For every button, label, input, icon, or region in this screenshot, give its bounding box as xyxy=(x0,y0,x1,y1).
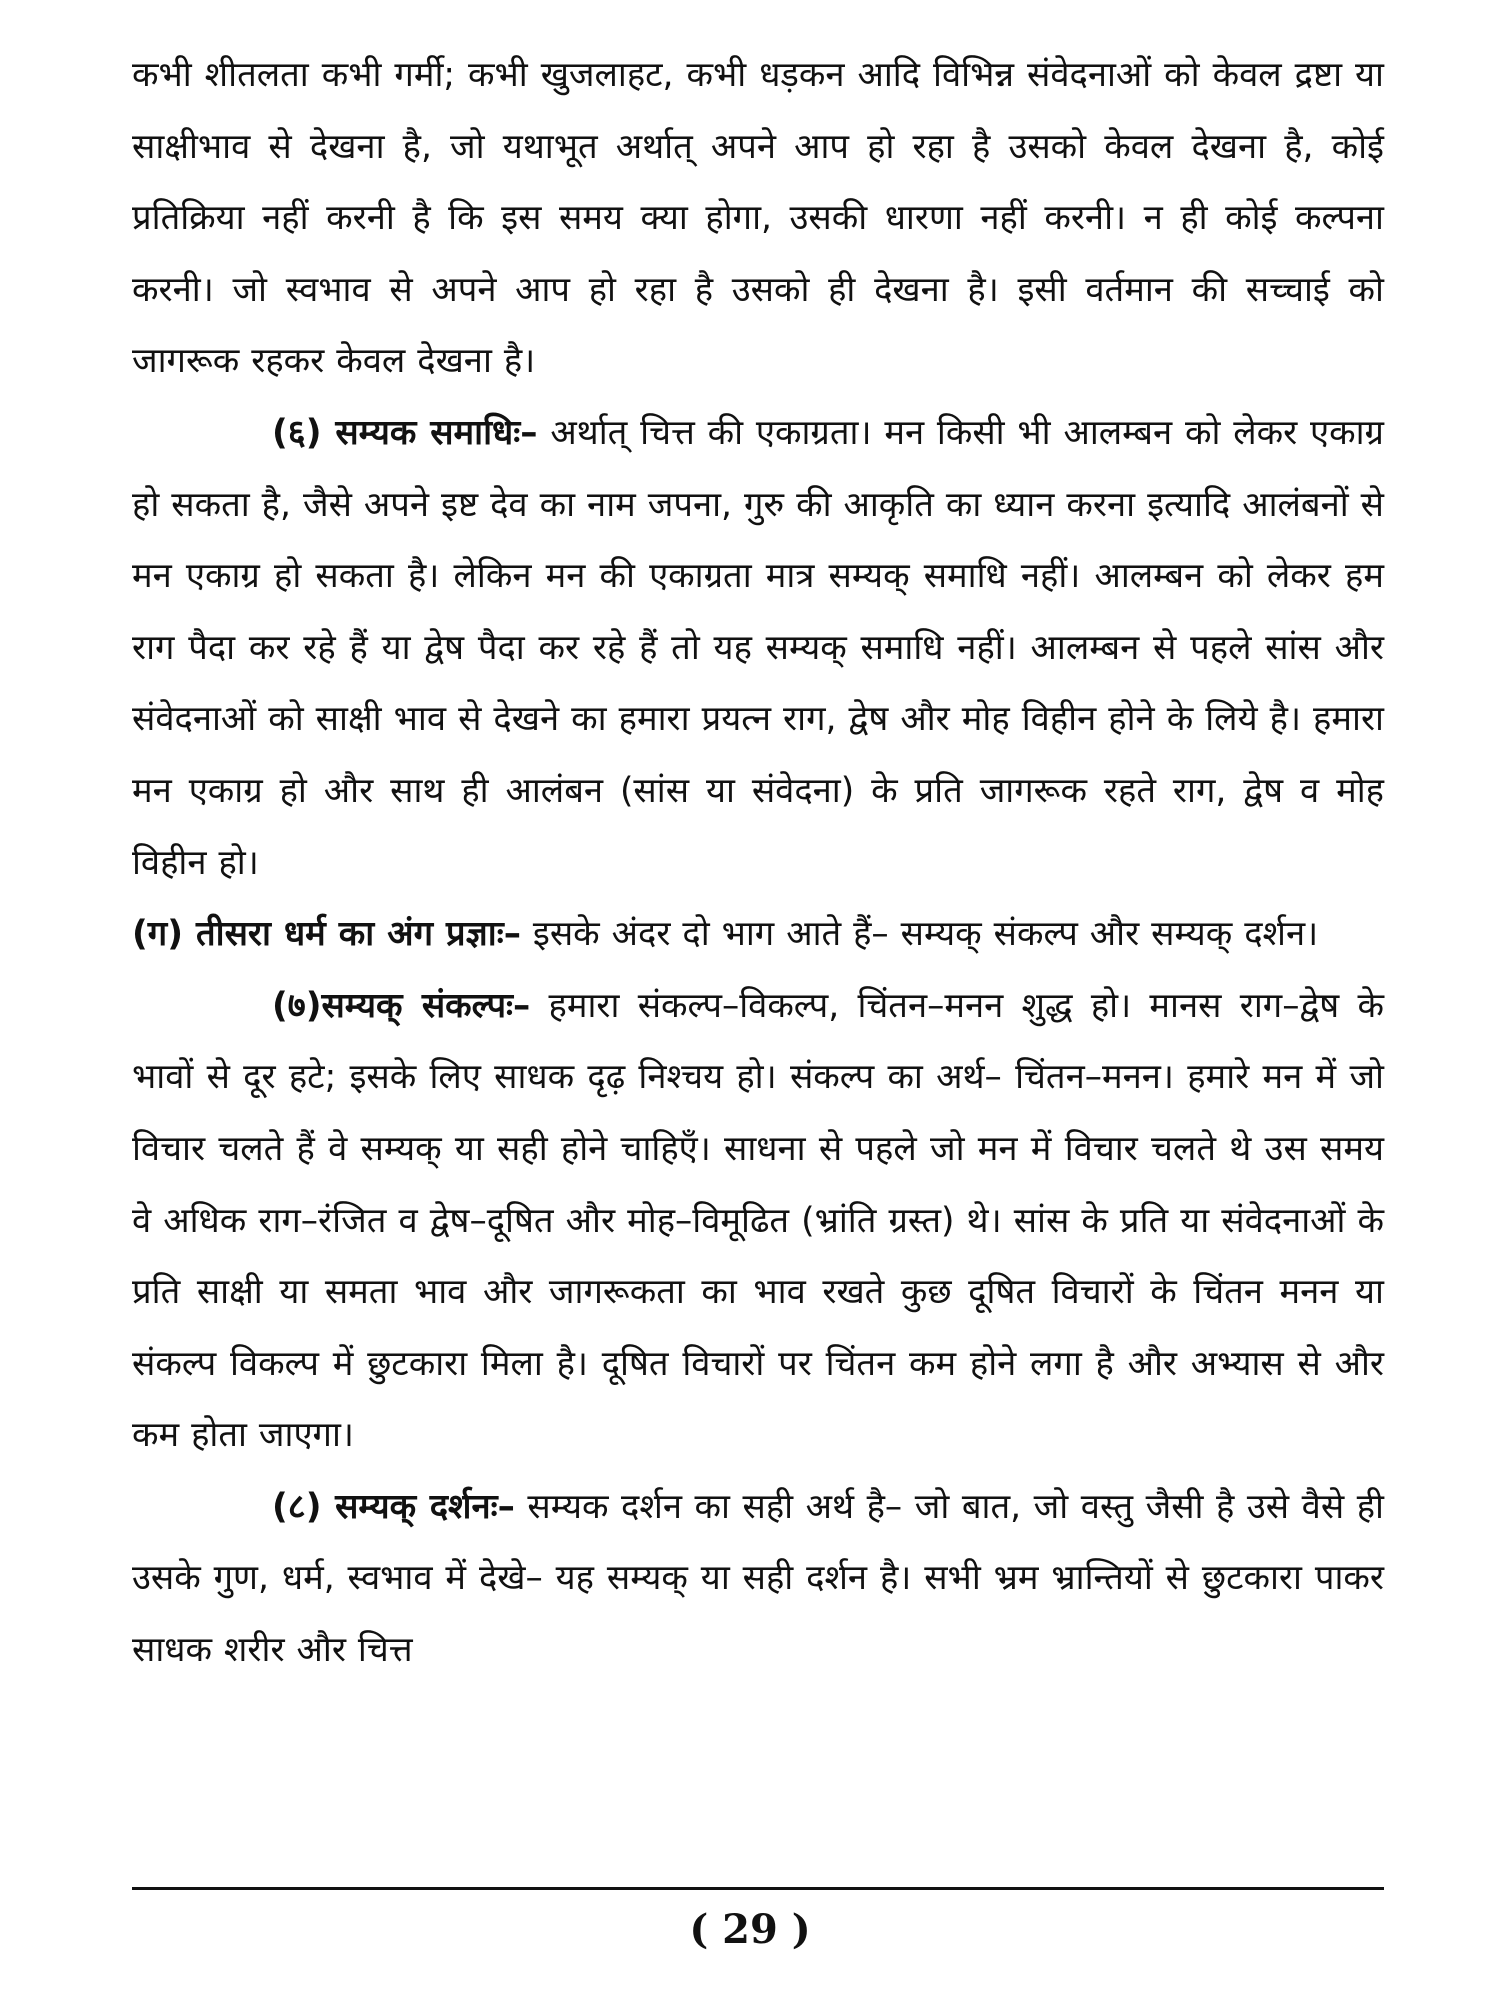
paragraph-pragya xyxy=(132,899,1384,971)
footer-divider xyxy=(132,1887,1384,1890)
paragraph-pragya-text: इसके अंदर दो भाग आते हैं– सम्यक् संकल्प और सम्यक् दर्शन। xyxy=(520,914,1319,955)
paragraph-samyak-darshan-text: सम्यक दर्शन का सही अर्थ है– जो बात, जो वस्तु जैसी है उसे वैसे ही उसके गुण, धर्म, स्वभाव में देखे– यह सम्यक् या सही दर्शन है। सभी भ्रम भ्रान्तियों से छुटकारा पाकर साधक शरीर और चित्त xyxy=(132,1486,1384,1671)
heading-samyak-sankalp: (७)सम्यक् संकल्पः– xyxy=(272,985,531,1026)
paragraph-1 xyxy=(132,40,1384,398)
paragraph-samyak-samadhi xyxy=(132,398,1384,899)
heading-samyak-samadhi: (६) सम्यक समाधिः– xyxy=(272,412,538,453)
paragraph-samyak-sankalp-text: हमारा संकल्प–विकल्प, चिंतन–मनन शुद्ध हो। मानस राग–द्वेष के भावों से दूर हटे; इसके लिए साधक दृढ़ निश्चय हो। संकल्प का अर्थ– चिंतन–मनन। हमारे मन में जो विचार चलते हैं वे सम्यक् या सही होने चाहिएँ। साधना से पहले जो मन में विचार चलते थे उस समय वे अधिक राग–रंजित व द्वेष–दूषित और मोह–विमूढित (भ्रांति ग्रस्त) थे। सांस के प्रति या संवेदनाओं के प्रति साक्षी या समता भाव और जागरूकता का भाव रखते कुछ दूषित विचारों के चिंतन मनन या संकल्प विकल्प में छुटकारा मिला है। दूषित विचारों पर चिंतन कम होने लगा है और अभ्यास से और कम होता जाएगा। xyxy=(132,985,1384,1456)
page-body xyxy=(132,40,1384,1687)
heading-samyak-darshan: (८) सम्यक् दर्शनः– xyxy=(272,1486,515,1527)
paragraph-1-text: कभी शीतलता कभी गर्मी; कभी खुजलाहट, कभी धड़कन आदि विभिन्न संवेदनाओं को केवल द्रष्टा या साक्षीभाव से देखना है, जो यथाभूत अर्थात् अपने आप हो रहा है उसको केवल देखना है, कोई प्रतिक्रिया नहीं करनी है कि इस समय क्या होगा, उसकी धारणा नहीं करनी। न ही कोई कल्पना करनी। जो स्वभाव से अपने आप हो रहा है उसको ही देखना है। इसी वर्तमान की सच्चाई को जागरूक रहकर केवल देखना है। xyxy=(132,55,1384,382)
paragraph-samyak-darshan xyxy=(132,1472,1384,1687)
paragraph-samyak-sankalp xyxy=(132,971,1384,1472)
heading-pragya: (ग) तीसरा धर्म का अंग प्रज्ञाः– xyxy=(132,914,521,955)
paragraph-samyak-samadhi-text: अर्थात् चित्त की एकाग्रता। मन किसी भी आलम्बन को लेकर एकाग्र हो सकता है, जैसे अपने इष्ट देव का नाम जपना, गुरु की आकृति का ध्यान करना इत्यादि आलंबनों से मन एकाग्र हो सकता है। लेकिन मन की एकाग्रता मात्र सम्यक् समाधि नहीं। आलम्बन को लेकर हम राग पैदा कर रहे हैं या द्वेष पैदा कर रहे हैं तो यह सम्यक् समाधि नहीं। आलम्बन से पहले सांस और संवेदनाओं को साक्षी भाव से देखने का हमारा प्रयत्न राग, द्वेष और मोह विहीन होने के लिये है। हमारा मन एकाग्र हो और साथ ही आलंबन (सांस या संवेदना) के प्रति जागरूक रहते राग, द्वेष व मोह विहीन हो। xyxy=(132,412,1384,883)
page-number: ( 29 ) xyxy=(689,1906,811,1953)
